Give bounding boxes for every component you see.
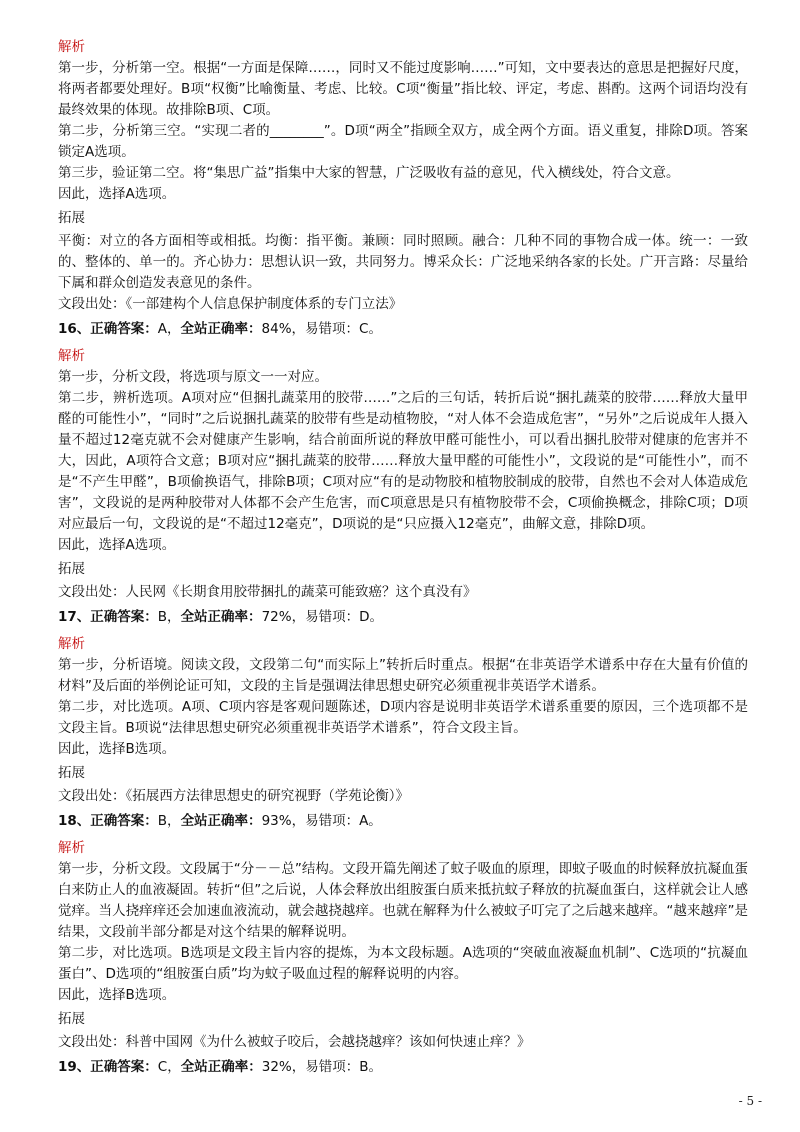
question-number: 19、	[58, 1059, 91, 1075]
extension-heading: 拓展	[58, 561, 85, 577]
question-number: 16、	[58, 321, 91, 337]
analysis-paragraph: 第一步，分析语境。阅读文段，文段第二句“而实际上”转折后时重点。根据“在非英语学术谱系中存在大量有价值的材料”及后面的举例论证可知，文段的主旨是强调法律思想史研究必须重视非英语学术谱系。	[58, 657, 748, 694]
extension-heading: 拓展	[58, 765, 85, 781]
source-text: 文段出处：《拓展西方法律思想史的研究视野（学苑论衡）》	[58, 788, 409, 804]
analysis-paragraph: 第一步，分析第一空。根据“一方面是保障……，同时又不能过度影响……”可知，文中要表达的意思是把握好尺度，将两者都要处理好。B项“权衡”比喻衡量、考虑、比较。C项“衡量”指比较、评定，考虑、斟酌。这两个词语均没有最终效果的体现。故排除B项、C项。	[58, 60, 748, 118]
page-content	[58, 36, 748, 1083]
answer-label: 正确答案：	[90, 1059, 158, 1075]
answer-value: B，	[157, 813, 181, 829]
analysis-paragraph: 第二步，对比选项。A项、C项内容是客观问题陈述，D项内容是说明非英语学术谱系重要的原因，三个选项都不是文段主旨。B项说“法律思想史研究必须重视非英语学术谱系”，符合文段主旨。	[58, 699, 748, 736]
answer-line-19	[58, 1056, 748, 1078]
analysis-paragraph: 第二步，分析第三空。“实现二者的________”。D项“两全”指顾全双方，成全两个方面。语义重复，排除D项。答案锁定A选项。	[58, 123, 748, 160]
extension-heading: 拓展	[58, 1011, 85, 1027]
answer-line-16	[58, 318, 748, 340]
answer-value: C，	[157, 1059, 181, 1075]
analysis-paragraph: 第一步，分析文段。文段属于“分－－总”结构。文段开篇先阐述了蚊子吸血的原理，即蚊子吸血的时候释放抗凝血蛋白来防止人的血液凝固。转折“但”之后说，人体会释放出组胺蛋白质来抵抗蚊子释放的抗凝血蛋白，这样就会让人感觉痒。当人挠痒痒还会加速血液流动，就会越挠越痒。也就在解释为什么被蚊子叮完了之后越来越痒。“越来越痒”是结果，文段前半部分都是对这个结果的解释说明。	[58, 861, 748, 940]
source-text: 文段出处：人民网《长期食用胶带捆扎的蔬菜可能致癌？这个真没有》	[58, 584, 477, 600]
analysis-paragraph: 第二步，辨析选项。A项对应“但捆扎蔬菜用的胶带……”之后的三句话，转折后说“捆扎蔬菜的胶带……释放大量甲醛的可能性小”，“同时”之后说捆扎蔬菜的胶带有些是动植物胶，“对人体不会造成危害”，“另外”之后说成年人摄入量不超过12毫克就不会对健康产生影响，结合前面所说的释放甲醛可能性小，可以看出捆扎胶带对健康的危害并不大，因此，A项符合文意；B项对应“捆扎蔬菜的胶带……释放大量甲醛的可能性小”，文段说的是“可能性小”，而不是“不产生甲醛”，B项偷换语气，排除B项；C项对应“有的是动物胶和植物胶制成的胶带，自然也不会对人体造成危害”，文段说的是两种胶带对人体都不会产生危害，而C项意思是只有植物胶带不会，C项偷换概念，排除C项；D项对应最后一句，文段说的是“不超过12毫克”，D项说的是“只应摄入12毫克”，曲解文意，排除D项。	[58, 390, 748, 532]
question-number: 17、	[58, 609, 91, 625]
conclusion-text: 因此，选择B选项。	[58, 987, 176, 1003]
rate-value: 72%，易错项：D。	[261, 609, 383, 625]
analysis-heading: 解析	[58, 348, 85, 364]
rate-label: 全站正确率：	[180, 813, 262, 829]
analysis-heading: 解析	[58, 840, 85, 856]
rate-value: 84%，易错项：C。	[261, 321, 382, 337]
question-number: 18、	[58, 813, 91, 829]
extension-heading: 拓展	[58, 210, 85, 226]
conclusion-text: 因此，选择A选项。	[58, 537, 176, 553]
analysis-paragraph: 第一步，分析文段，将选项与原文一一对应。	[58, 369, 328, 385]
extension-paragraph: 平衡：对立的各方面相等或相抵。均衡：指平衡。兼顾：同时照顾。融合：几种不同的事物合成一体。统一：一致的、整体的、单一的。齐心协力：思想认识一致，共同努力。博采众长：广泛地采纳各家的长处。广开言路：尽量给下属和群众创造发表意见的条件。	[58, 233, 748, 291]
answer-value: A，	[157, 321, 181, 337]
analysis-heading: 解析	[58, 39, 85, 55]
answer-line-18	[58, 810, 748, 832]
answer-label: 正确答案：	[90, 813, 158, 829]
rate-label: 全站正确率：	[180, 1059, 262, 1075]
rate-value: 32%，易错项：B。	[261, 1059, 383, 1075]
rate-value: 93%，易错项：A。	[261, 813, 382, 829]
page-number: - 5 -	[738, 1094, 762, 1108]
rate-label: 全站正确率：	[180, 321, 262, 337]
analysis-paragraph: 第三步，验证第二空。将“集思广益”指集中大家的智慧，广泛吸收有益的意见，代入横线处，符合文意。	[58, 165, 680, 181]
rate-label: 全站正确率：	[180, 609, 262, 625]
answer-line-17	[58, 606, 748, 628]
conclusion-text: 因此，选择B选项。	[58, 741, 176, 757]
analysis-heading: 解析	[58, 636, 85, 652]
analysis-paragraph: 第二步，对比选项。B选项是文段主旨内容的提炼，为本文段标题。A选项的“突破血液凝血机制”、C选项的“抗凝血蛋白”、D选项的“组胺蛋白质”均为蚊子吸血过程的解释说明的内容。	[58, 945, 748, 982]
answer-label: 正确答案：	[90, 609, 158, 625]
answer-label: 正确答案：	[90, 321, 158, 337]
conclusion-text: 因此，选择A选项。	[58, 186, 176, 202]
answer-value: B，	[157, 609, 181, 625]
source-text: 文段出处：《一部建构个人信息保护制度体系的专门立法》	[58, 296, 403, 312]
source-text: 文段出处：科普中国网《为什么被蚊子咬后，会越挠越痒？该如何快速止痒？》	[58, 1034, 531, 1050]
